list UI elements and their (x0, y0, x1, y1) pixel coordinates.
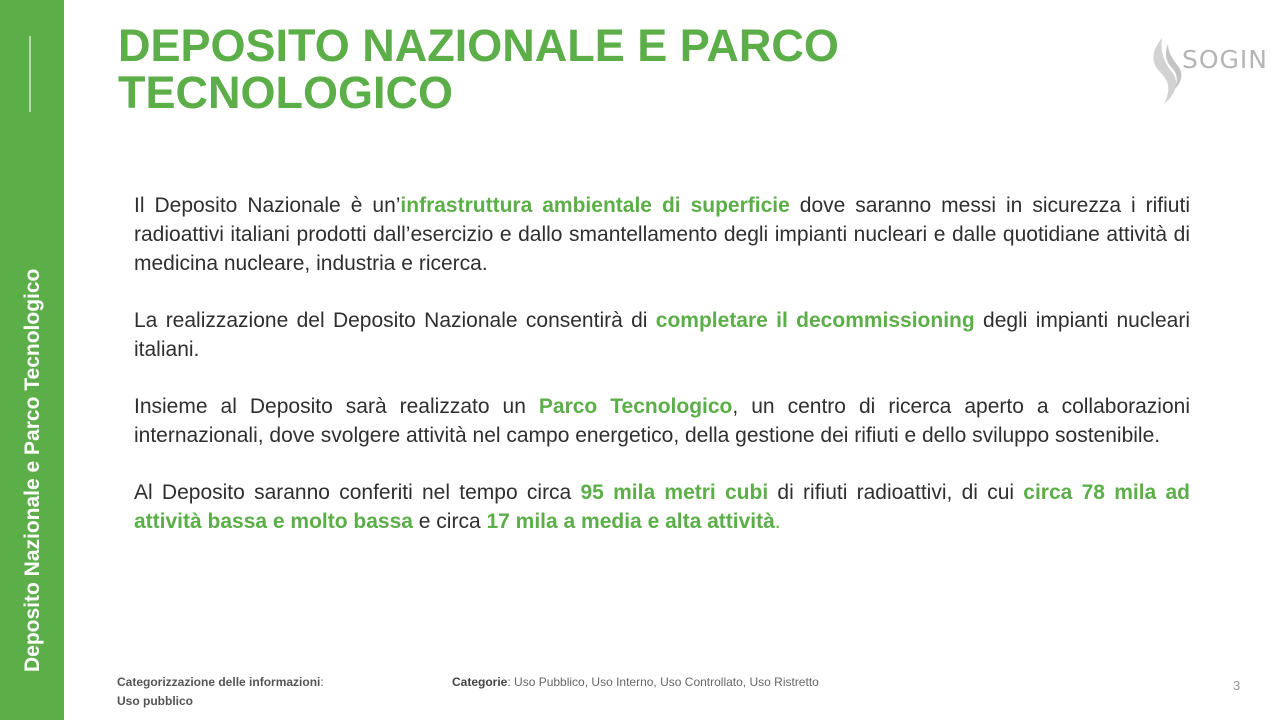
footer-categories (452, 673, 819, 692)
page-title: DEPOSITO NAZIONALE E PARCO TECNOLOGICO (118, 20, 839, 118)
classification-label: Categorizzazione delle informazioni (117, 675, 321, 689)
paragraph-text: Al Deposito saranno conferiti nel tempo circa (134, 481, 581, 504)
highlighted-text: circa 78 mila ad attività bassa e molto bassa (134, 481, 1190, 533)
paragraph (134, 191, 1190, 278)
paragraph-text: degli impianti nucleari italiani. (134, 309, 1190, 361)
categories-label: Categorie (452, 675, 508, 689)
highlighted-text: completare il decommissioning (655, 309, 975, 332)
paragraph-text: Il Deposito Nazionale è un’ (134, 194, 401, 217)
paragraph-text: , un centro di ricerca aperto a collaborazioni internazionali, dove svolgere attività nel campo energetico, della gestione dei rifiuti e dello sviluppo sostenibile. (134, 395, 1190, 447)
sidebar-divider (29, 36, 31, 112)
highlighted-text: 17 mila a media e alta attività (486, 510, 775, 533)
paragraph-text: e circa (412, 510, 487, 533)
classification-separator: : (320, 675, 324, 689)
sidebar-title: Deposito Nazionale e Parco Tecnologico (21, 268, 44, 672)
highlighted-text: Parco Tecnologico (538, 395, 733, 418)
paragraph (134, 392, 1190, 450)
classification-value: Uso pubblico (117, 694, 193, 708)
paragraph-text: . (774, 510, 781, 533)
highlighted-text: infrastruttura ambientale di superficie (400, 194, 790, 217)
page-number: 3 (1233, 678, 1241, 693)
paragraph-text: La realizzazione del Deposito Nazionale consentirà di (134, 309, 656, 332)
highlighted-text: 95 mila metri cubi (580, 481, 769, 504)
paragraph-text: Insieme al Deposito sarà realizzato un (134, 395, 539, 418)
main-content (134, 191, 1190, 564)
logo-text: SOGIN (1182, 45, 1268, 74)
sogin-logo (1146, 36, 1268, 108)
paragraph-text: dove saranno messi in sicurezza i rifiuti radioattivi italiani prodotti dall’esercizio e dallo smantellamento degli impianti nucleari e dalle quotidiane attività di medicina nucleare, industria e ricerca. (134, 194, 1190, 275)
footer-classification (117, 673, 324, 711)
sidebar (0, 0, 64, 720)
paragraph-text: di rifiuti radioattivi, di cui (768, 481, 1024, 504)
paragraph (134, 306, 1190, 364)
paragraph (134, 478, 1190, 536)
categories-value: : Uso Pubblico, Uso Interno, Uso Controllato, Uso Ristretto (507, 675, 819, 689)
